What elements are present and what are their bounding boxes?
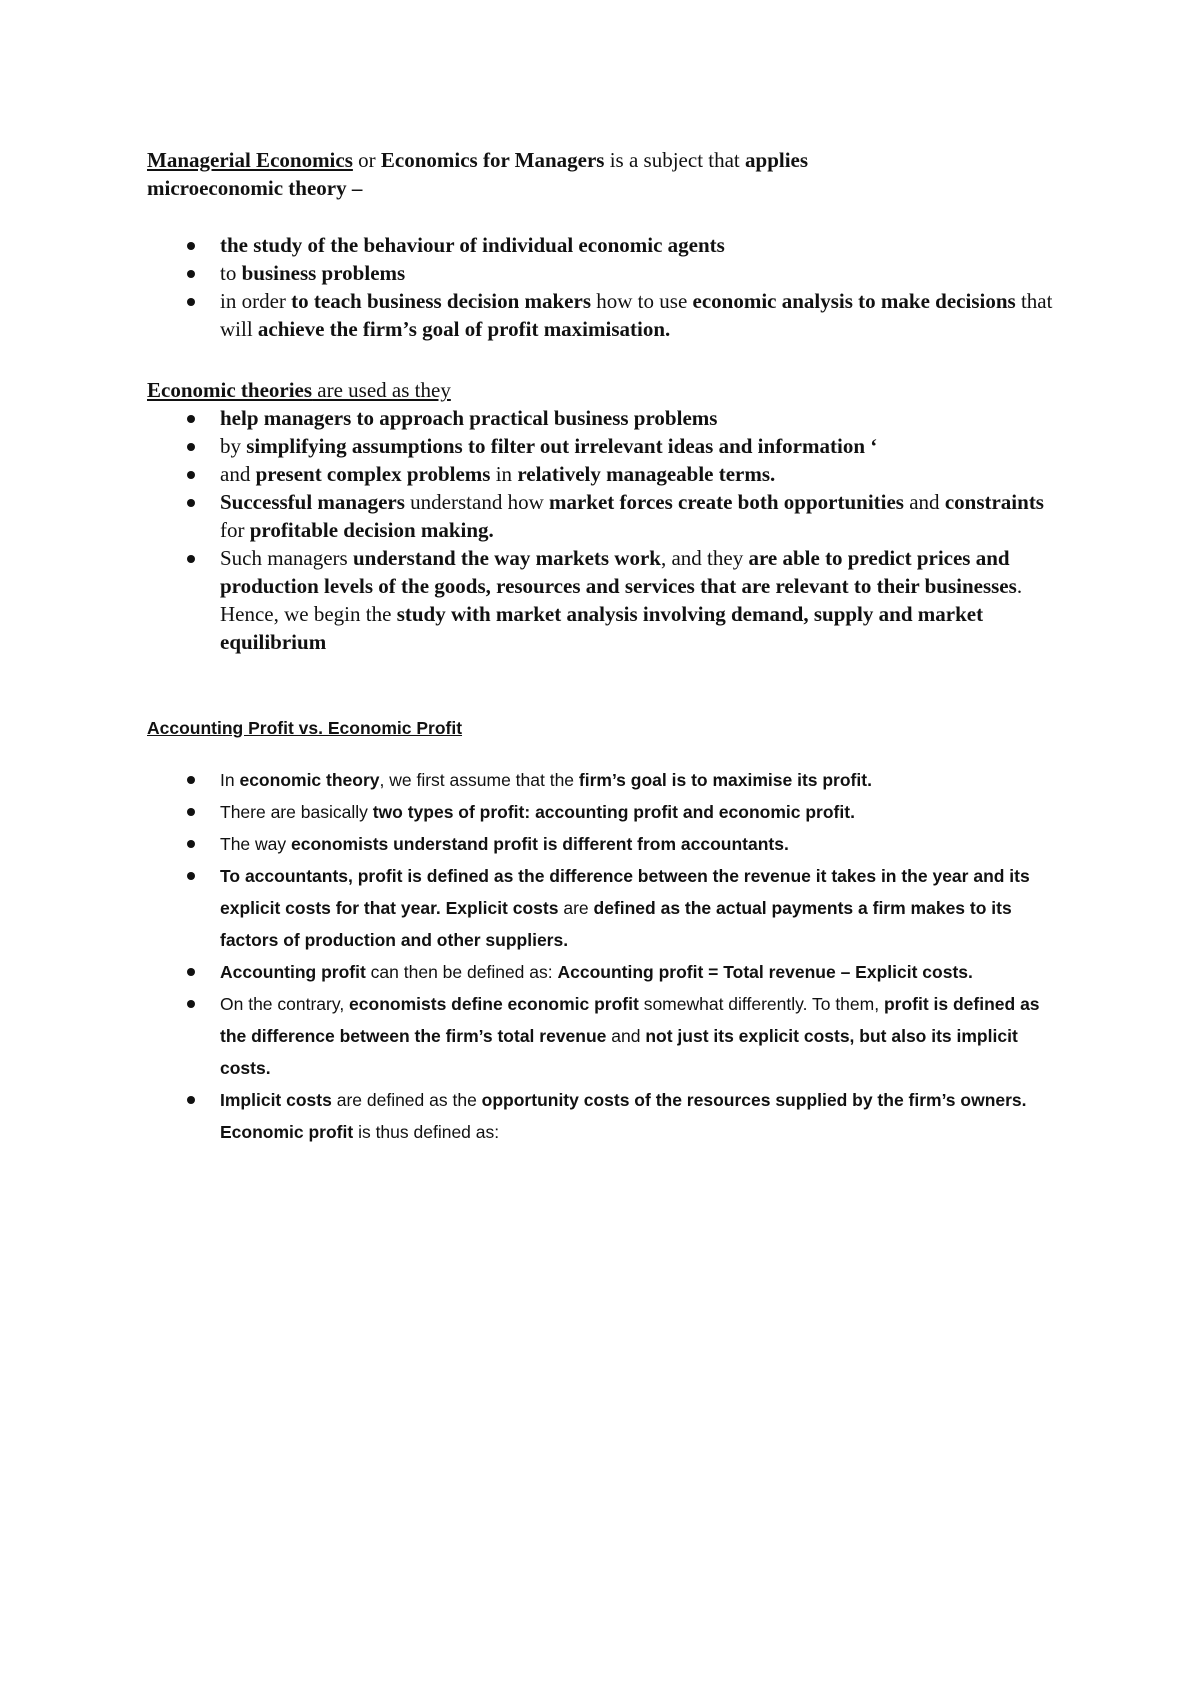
list-item: On the contrary, economists define economic profit somewhat differently. To them, profit is defined as the difference between the firm’s total revenue and not just its explicit costs, but also its implicit costs.	[147, 988, 1067, 1084]
list-item: Successful managers understand how market forces create both opportunities and constraints for profitable decision making.	[147, 488, 1067, 544]
list-item: In economic theory, we first assume that the firm’s goal is to maximise its profit.	[147, 764, 1067, 796]
list-item: The way economists understand profit is different from accountants.	[147, 828, 1067, 860]
list-item: Such managers understand the way markets work, and they are able to predict prices and production levels of the goods, resources and services that are relevant to their businesses. Hence, we begin the study with market analysis involving demand, supply and market equilibrium	[147, 544, 1067, 656]
list-item: There are basically two types of profit: accounting profit and economic profit.	[147, 796, 1067, 828]
list-item: the study of the behaviour of individual economic agents	[147, 231, 1067, 259]
list-item: by simplifying assumptions to filter out irrelevant ideas and information ‘	[147, 432, 1067, 460]
term-managerial-economics: Managerial Economics	[147, 148, 353, 172]
list-item: in order to teach business decision makers how to use economic analysis to make decisions that will achieve the firm’s goal of profit maximisation.	[147, 287, 1067, 343]
microeconomic-theory-list	[147, 231, 1067, 343]
profit-types-list	[147, 764, 1067, 1148]
list-item: Implicit costs are defined as the opportunity costs of the resources supplied by the firm’s owners. Economic profit is thus defined as:	[147, 1084, 1067, 1148]
list-item: help managers to approach practical business problems	[147, 404, 1067, 432]
list-item: to business problems	[147, 259, 1067, 287]
intro-paragraph	[147, 146, 1067, 202]
term-microeconomic-theory: microeconomic theory –	[147, 176, 363, 200]
list-item: To accountants, profit is defined as the difference between the revenue it takes in the year and its explicit costs for that year. Explicit costs are defined as the actual payments a firm makes to its factors of production and other suppliers.	[147, 860, 1067, 956]
list-item: Accounting profit can then be defined as: Accounting profit = Total revenue – Explicit costs.	[147, 956, 1067, 988]
term-economics-for-managers: Economics for Managers	[380, 148, 605, 172]
economic-theories-list	[147, 404, 1067, 656]
economic-theories-heading: Economic theories are used as they	[147, 378, 451, 402]
accounting-vs-economic-profit-heading: Accounting Profit vs. Economic Profit	[147, 718, 463, 738]
list-item: and present complex problems in relatively manageable terms.	[147, 460, 1067, 488]
intro-text: Managerial Economics or Economics for Managers is a subject that applies microeconomic theory –	[147, 148, 809, 200]
